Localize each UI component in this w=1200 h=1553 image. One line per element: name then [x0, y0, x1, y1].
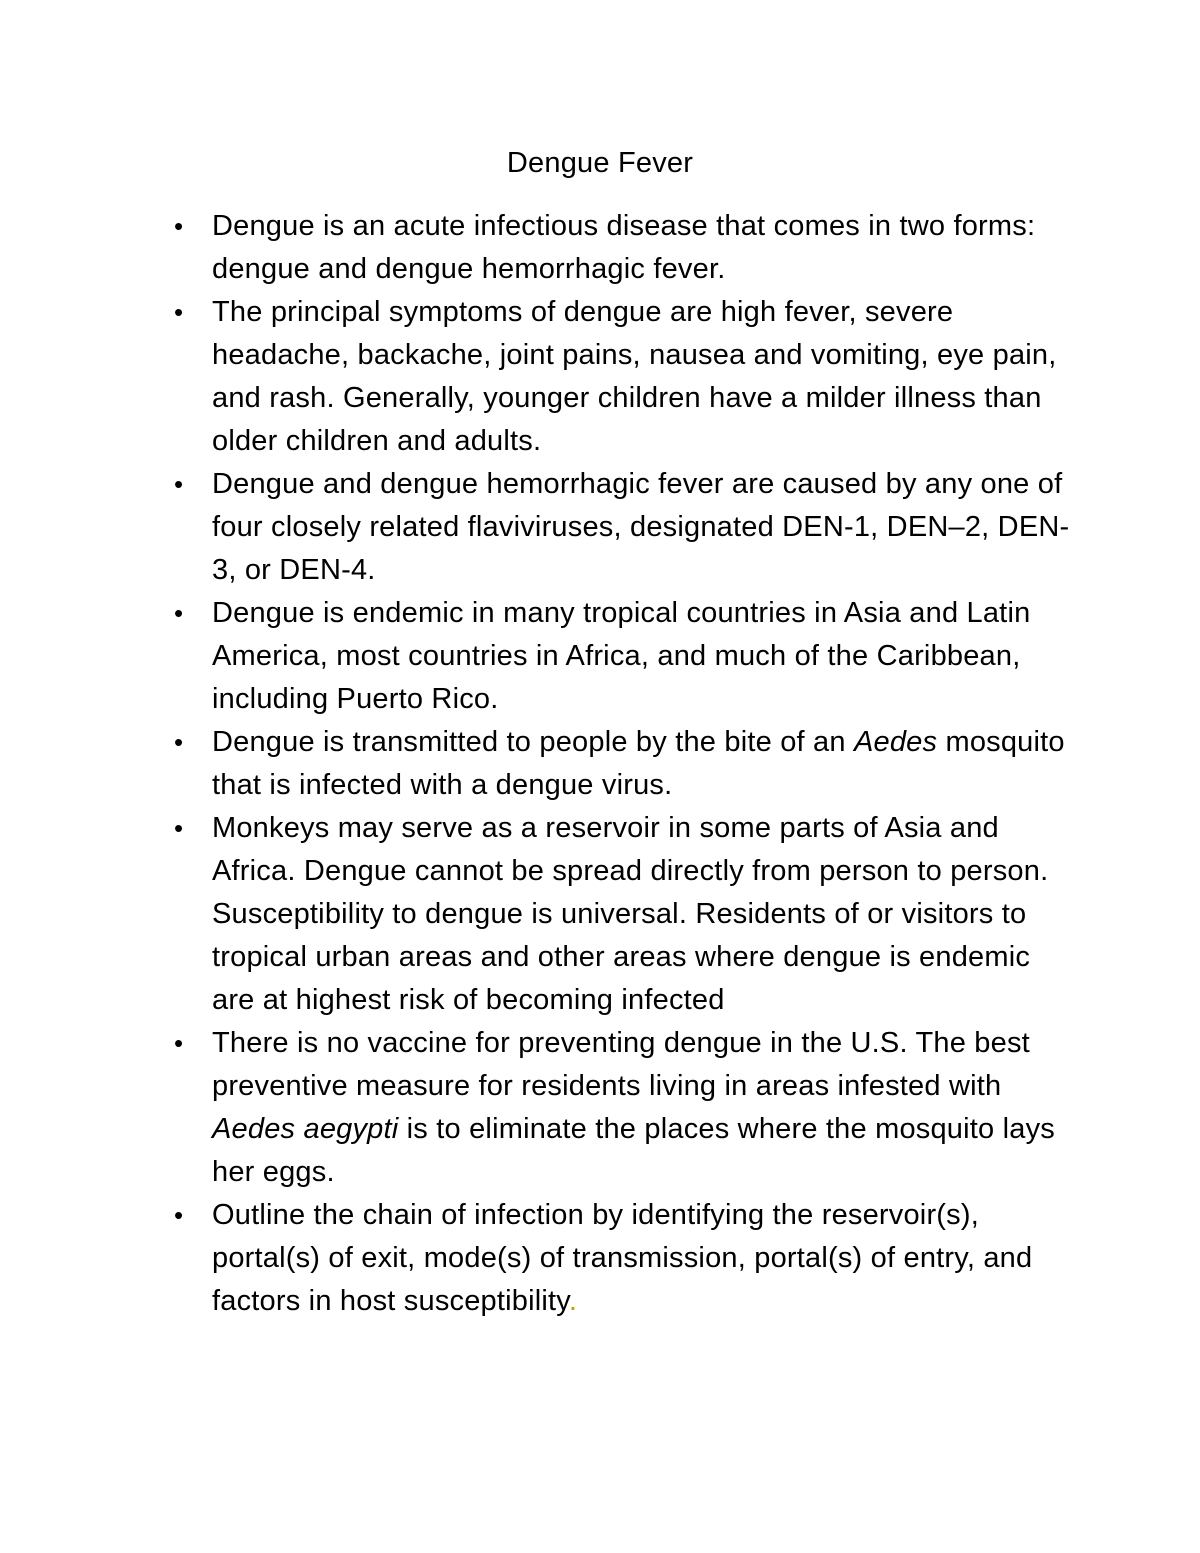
text-segment: Dengue is transmitted to people by the bite of an: [212, 726, 854, 758]
list-item: [172, 205, 1072, 291]
final-period: .: [568, 1285, 578, 1317]
bullet-icon: •: [174, 469, 184, 499]
bullet-text: [212, 726, 1065, 801]
bullet-icon: •: [174, 598, 184, 628]
bullet-text: [212, 296, 1057, 457]
bullet-text: [212, 210, 1035, 285]
bullet-icon: •: [174, 211, 184, 241]
text-segment: There is no vaccine for preventing dengue in the U.S. The best preventive measure for residents living in areas infested with: [212, 1027, 1030, 1102]
bullet-text: [212, 812, 1048, 1016]
bullet-text: [212, 1027, 1055, 1188]
bullet-list: [172, 205, 1072, 1323]
bullet-text: [212, 468, 1069, 586]
text-segment: Dengue and dengue hemorrhagic fever are caused by any one of four closely related flaviviruses, designated DEN-1, DEN–2, DEN-3, or DEN-4.: [212, 468, 1070, 586]
list-item: [172, 1022, 1072, 1194]
text-segment: mosquito that is infected with a dengue virus.: [212, 726, 1065, 801]
text-segment: Outline the chain of infection by identifying the reservoir(s), portal(s) of exit, mode(s) of transmission, portal(s) of entry, and factors in host susceptibility: [212, 1199, 1033, 1317]
list-item: [172, 291, 1072, 463]
bullet-icon: •: [174, 297, 184, 327]
text-segment: Dengue is endemic in many tropical countries in Asia and Latin America, most countries in Africa, and much of the Caribbean, including Puerto Rico.: [212, 597, 1031, 715]
text-segment: Dengue is an acute infectious disease that comes in two forms: dengue and dengue hemorrhagic fever.: [212, 210, 1036, 285]
italic-term: Aedes aegypti: [212, 1113, 399, 1145]
italic-term: Aedes: [853, 726, 938, 758]
bullet-icon: •: [174, 727, 184, 757]
page-title: Dengue Fever: [506, 147, 694, 179]
bullet-icon: •: [174, 1028, 184, 1058]
list-item: [172, 721, 1072, 807]
list-item: [172, 807, 1072, 1022]
bullet-icon: •: [174, 813, 184, 843]
bullet-icon: •: [174, 1200, 184, 1230]
text-segment: The principal symptoms of dengue are high fever, severe headache, backache, joint pains, nausea and vomiting, eye pain, and rash. Generally, younger children have a milder illness than older children and adults.: [212, 296, 1057, 457]
bullet-text: [212, 1199, 1032, 1317]
list-item: [172, 1194, 1072, 1323]
list-item: [172, 592, 1072, 721]
text-segment: is to eliminate the places where the mosquito lays her eggs.: [212, 1113, 1055, 1188]
list-item: [172, 463, 1072, 592]
bullet-text: [212, 597, 1030, 715]
text-segment: Monkeys may serve as a reservoir in some parts of Asia and Africa. Dengue cannot be spread directly from person to person. Susceptibility to dengue is universal. Residents of or visitors to tropical urban areas and other areas where dengue is endemic are at highest risk of becoming infected: [212, 812, 1049, 1016]
